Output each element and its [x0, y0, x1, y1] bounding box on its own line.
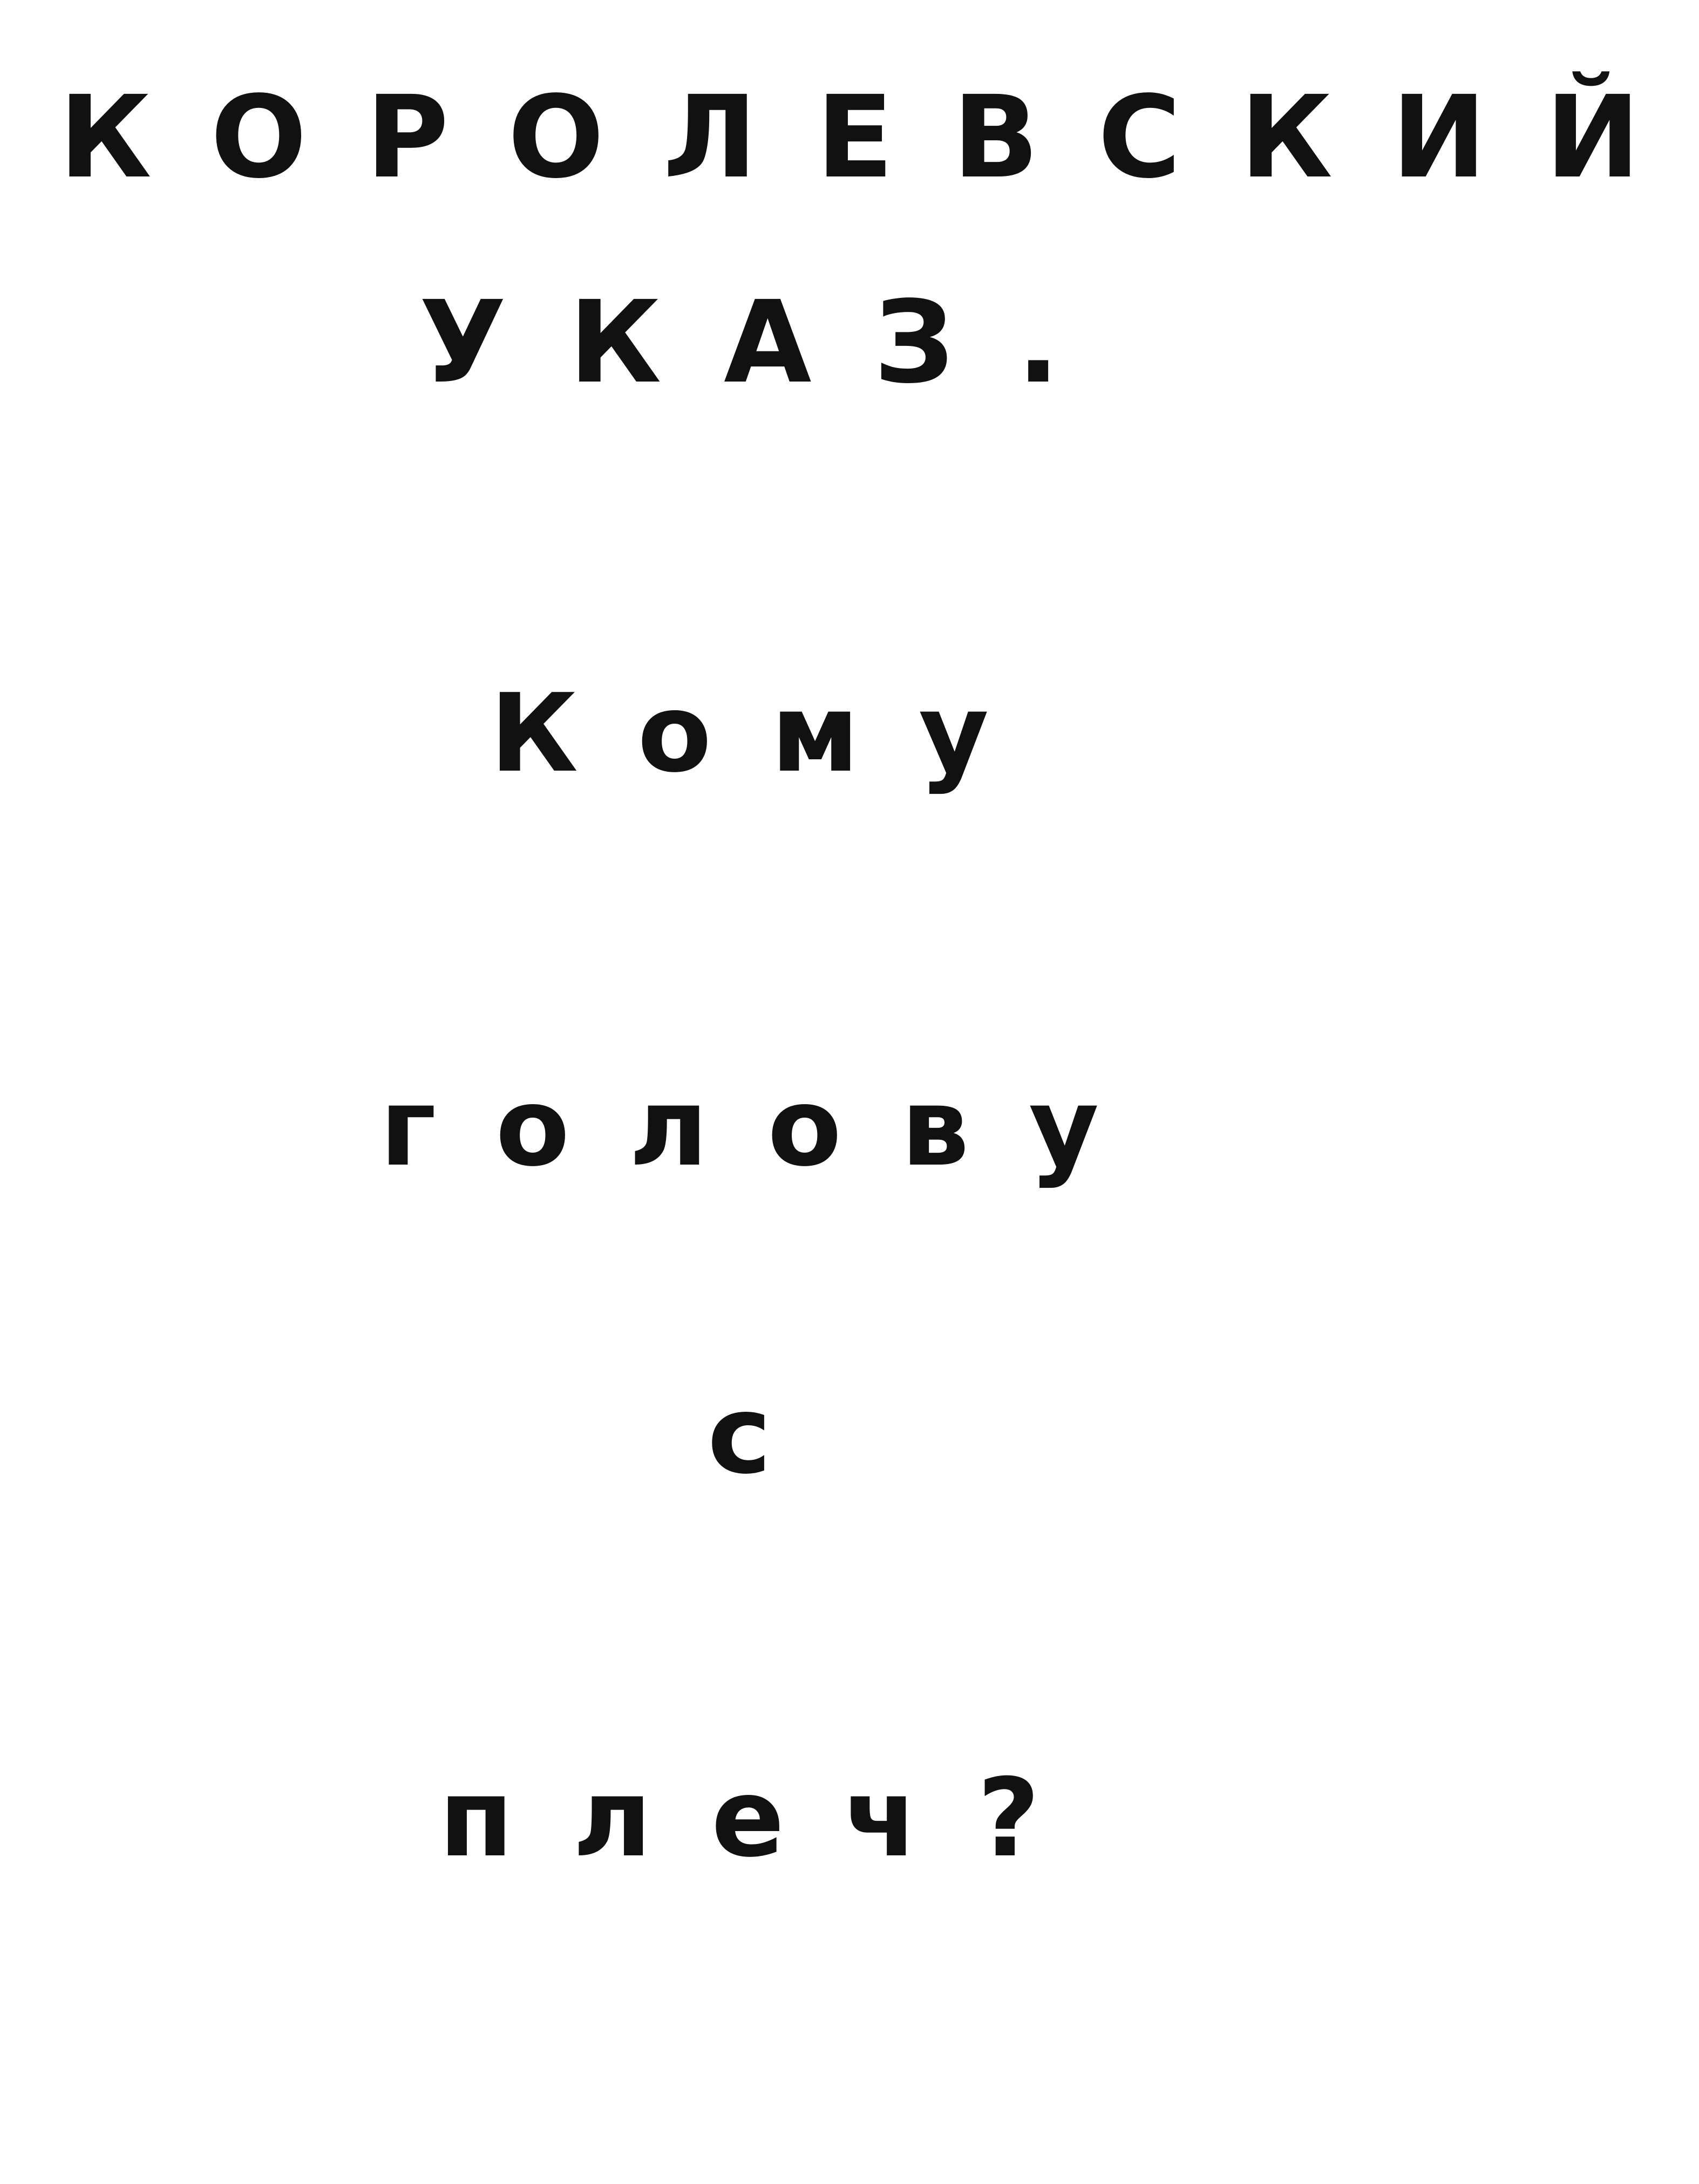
decree-title-line-1: КОРОЛЕВСКИЙ — [59, 71, 1699, 203]
decree-text-line-1: Кому — [490, 671, 1049, 797]
decree-text-line-3: с — [707, 1372, 831, 1498]
decree-title-line-2: УКАЗ. — [419, 276, 1123, 409]
decree-text-line-4: плеч? — [439, 1756, 1099, 1881]
decree-text-line-2: голову — [379, 1065, 1159, 1190]
